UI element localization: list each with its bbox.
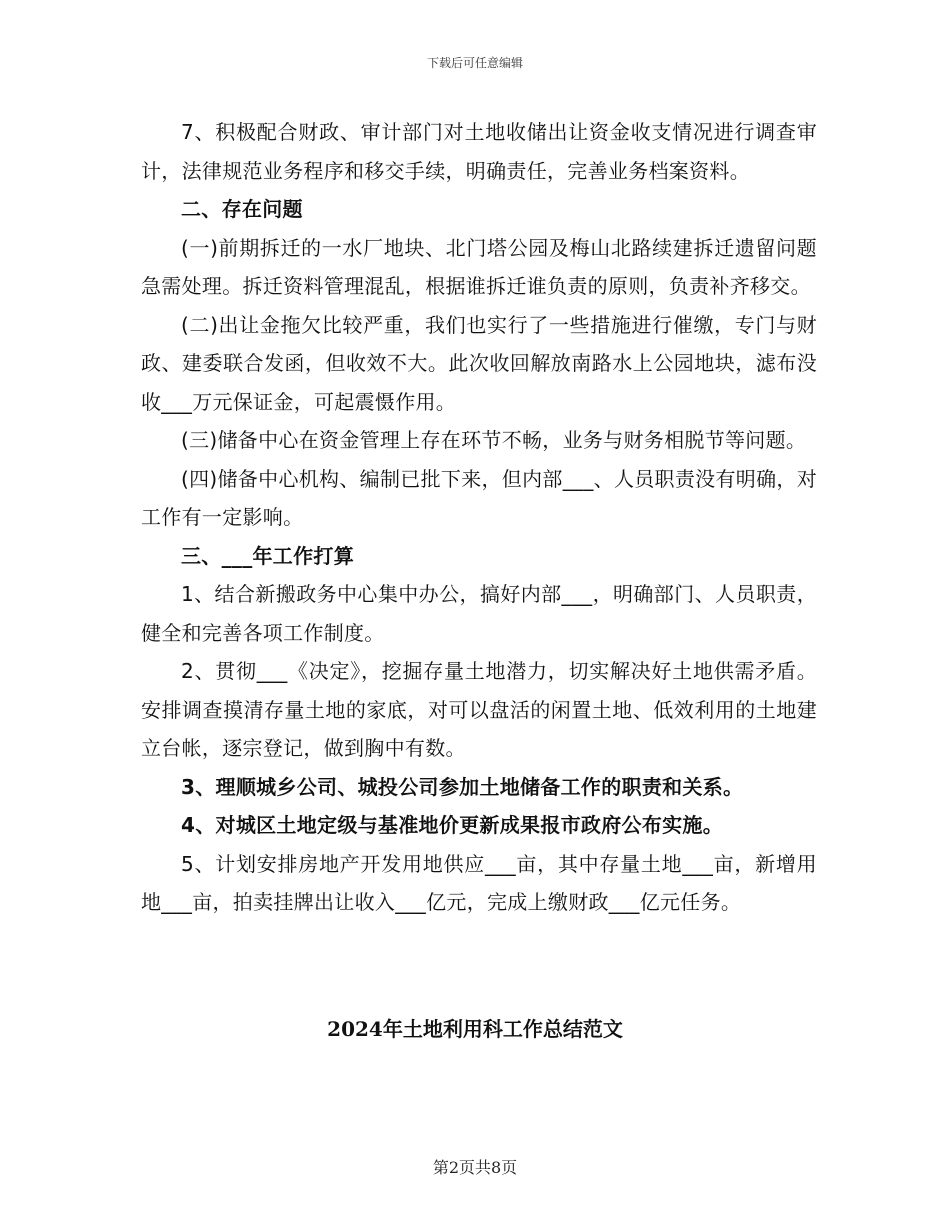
paragraph-problem-4: (四)储备中心机构、编制已批下来，但内部___、人员职责没有明确，对工作有一定影响。 — [141, 466, 817, 529]
paragraph-plan-1: 1、结合新搬政务中心集中办公，搞好内部___，明确部门、人员职责，健全和完善各项工作制度。 — [141, 582, 817, 645]
document-body — [141, 113, 817, 922]
paragraph-problem-3: (三)储备中心在资金管理上存在环节不畅，业务与财务相脱节等问题。 — [181, 428, 807, 452]
page-header-note: 下载后可任意编辑 — [426, 56, 523, 70]
paragraph-problem-1: (一)前期拆迁的一水厂地块、北门塔公园及梅山北路续建拆迁遗留问题急需处理。拆迁资料管理混乱，根据谁拆迁谁负责的原则，负责补齐移交。 — [141, 235, 817, 298]
paragraph-plan-2: 2、贯彻___《决定》，挖掘存量土地潜力，切实解决好土地供需矛盾。安排调查摸清存量土地的家底，对可以盘活的闲置土地、低效利用的土地建立台帐，逐宗登记，做到胸中有数。 — [141, 659, 817, 760]
section-heading-problems: 二、存在问题 — [181, 197, 303, 221]
page-number: 第2页共8页 — [432, 1158, 518, 1177]
paragraph-plan-3: 3、理顺城乡公司、城投公司参加土地储备工作的职责和关系。 — [181, 774, 744, 799]
section-heading-plan: 三、___年工作打算 — [181, 543, 354, 568]
paragraph-plan-5: 5、计划安排房地产开发用地供应___亩，其中存量土地___亩，新增用地___亩，拍卖挂牌出让收入___亿元，完成上缴财政___亿元任务。 — [141, 851, 817, 914]
paragraph-item-7: 7、积极配合财政、审计部门对土地收储出让资金收支情况进行调查审计，法律规范业务程序和移交手续，明确责任，完善业务档案资料。 — [141, 120, 817, 183]
paragraph-plan-4: 4、对城区土地定级与基准地价更新成果报市政府公布实施。 — [181, 813, 724, 837]
paragraph-problem-2: (二)出让金拖欠比较严重，我们也实行了一些措施进行催缴，专门与财政、建委联合发函，但收效不大。此次收回解放南路水上公园地块，滤布没收___万元保证金，可起震慑作用。 — [141, 312, 817, 414]
document-title: 2024年土地利用科工作总结范文 — [327, 1017, 623, 1041]
